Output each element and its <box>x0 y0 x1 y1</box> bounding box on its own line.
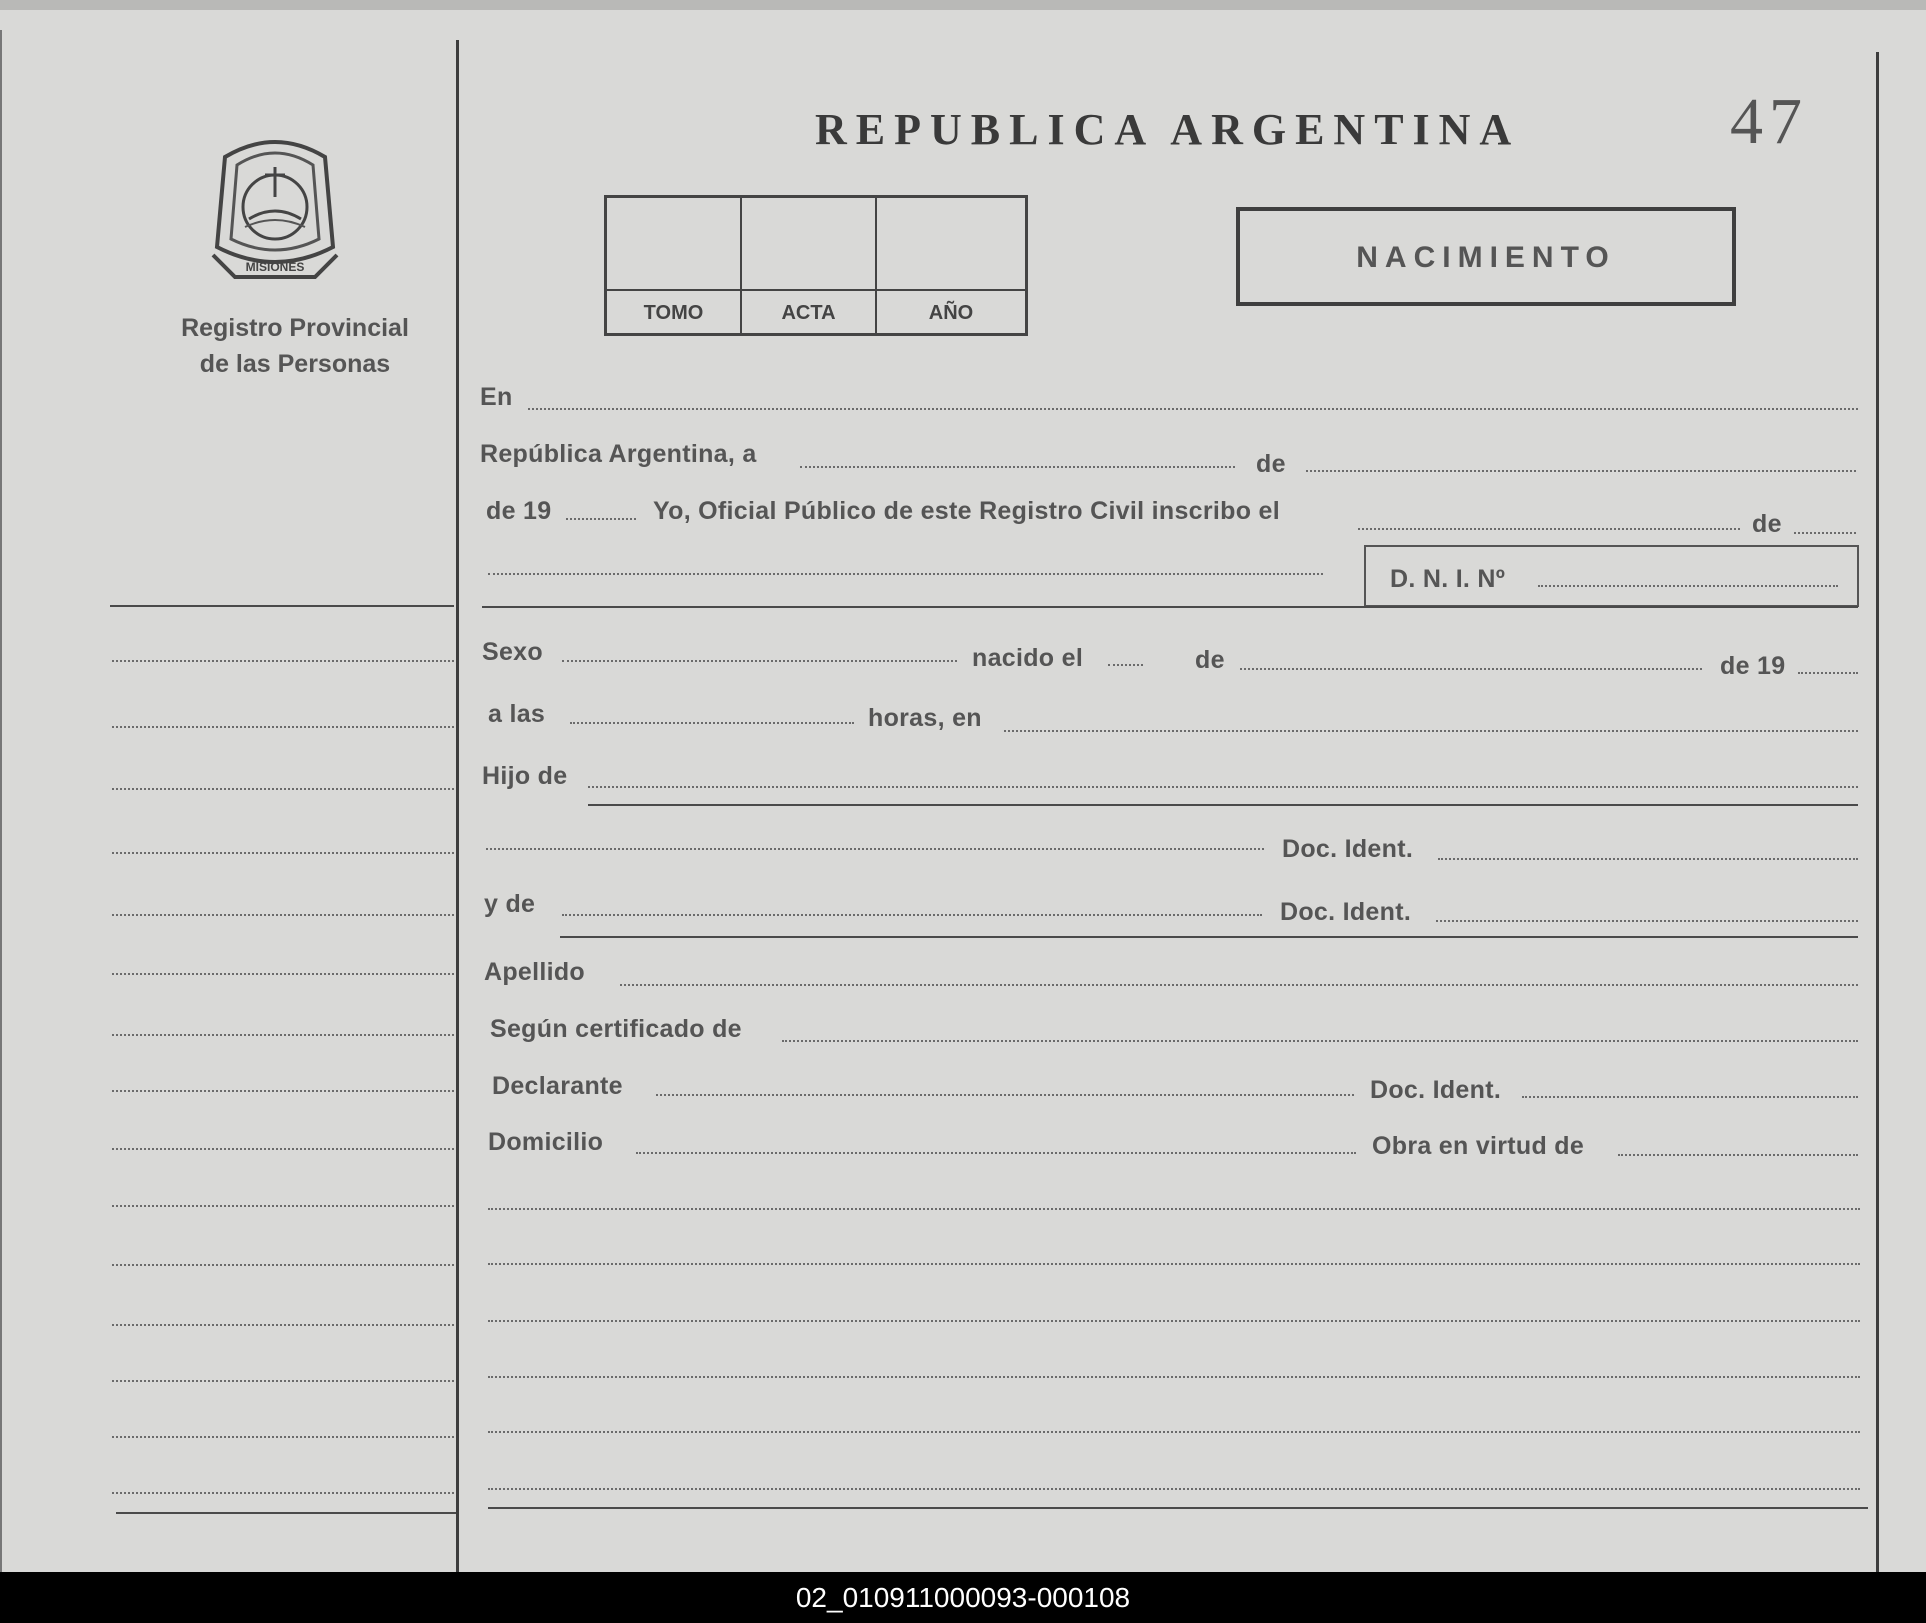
de-label-3: de <box>1195 646 1225 674</box>
hour-field[interactable] <box>570 722 854 724</box>
sexo-label: Sexo <box>482 638 543 666</box>
anio-cell[interactable] <box>877 198 1025 333</box>
country-title: REPUBLICA ARGENTINA <box>815 105 1521 154</box>
left-line-13[interactable] <box>112 1380 454 1382</box>
right-page-border <box>1876 52 1879 1572</box>
declarante-field[interactable] <box>656 1094 1354 1096</box>
de-19-label-2: de 19 <box>1720 652 1786 680</box>
section-rule-1 <box>482 606 1858 608</box>
left-line-3[interactable] <box>112 788 454 790</box>
notes-line-6[interactable] <box>488 1488 1860 1490</box>
de-label-2: de <box>1752 510 1782 538</box>
left-line-10[interactable] <box>112 1205 454 1207</box>
certificado-label: Según certificado de <box>490 1015 742 1043</box>
anio-label: AÑO <box>928 302 974 324</box>
birth-day-field[interactable] <box>1108 664 1143 666</box>
left-bottom-rule <box>116 1512 456 1514</box>
acta-cell[interactable] <box>742 198 877 333</box>
record-type-label: NACIMIENTO <box>1356 241 1616 274</box>
declarante-doc-field[interactable] <box>1522 1096 1858 1098</box>
oficial-label: Yo, Oficial Público de este Registro Civil inscribo el <box>653 497 1281 525</box>
inscribo-field[interactable] <box>1358 528 1740 530</box>
registry-name <box>150 310 440 382</box>
acta-label: ACTA <box>781 302 836 324</box>
left-line-14[interactable] <box>112 1436 454 1438</box>
obra-field[interactable] <box>1618 1154 1858 1156</box>
republica-label: República Argentina, a <box>480 440 757 468</box>
obra-label: Obra en virtud de <box>1372 1132 1585 1160</box>
mother-doc-field[interactable] <box>1436 920 1858 922</box>
father-doc-field[interactable] <box>1438 858 1858 860</box>
left-line-7[interactable] <box>112 1034 454 1036</box>
notes-line-4[interactable] <box>488 1376 1860 1378</box>
left-line-9[interactable] <box>112 1148 454 1150</box>
apellido-field[interactable] <box>620 984 1858 986</box>
sexo-field[interactable] <box>562 660 957 662</box>
page-number: 47 <box>1730 85 1808 158</box>
left-top-rule <box>110 605 454 607</box>
certificado-field[interactable] <box>782 1040 1858 1042</box>
declarante-label: Declarante <box>492 1072 623 1100</box>
record-type-box <box>1236 207 1736 306</box>
domicilio-label: Domicilio <box>488 1128 604 1156</box>
apellido-label: Apellido <box>484 958 586 986</box>
father-rule <box>588 804 1858 806</box>
reference-grid <box>604 195 1028 336</box>
doc-ident-label-1: Doc. Ident. <box>1282 835 1414 863</box>
doc-ident-label-2: Doc. Ident. <box>1280 898 1412 926</box>
page-top-shadow <box>0 0 1926 10</box>
domicilio-field[interactable] <box>636 1152 1356 1154</box>
provincial-seal-icon <box>205 127 345 285</box>
a-las-label: a las <box>488 700 546 728</box>
month-field[interactable] <box>1306 470 1856 472</box>
left-line-2[interactable] <box>112 726 454 728</box>
year-field[interactable] <box>566 518 636 520</box>
dni-box <box>1364 545 1859 607</box>
de-label-1: de <box>1256 450 1286 478</box>
image-id-bar <box>0 1572 1926 1623</box>
de-19-label: de 19 <box>486 497 552 525</box>
svg-text:MISIONES: MISIONES <box>245 260 305 274</box>
y-de-label: y de <box>484 890 536 918</box>
hijo-de-label: Hijo de <box>482 762 568 790</box>
bottom-rule <box>488 1507 1868 1509</box>
left-line-5[interactable] <box>112 914 454 916</box>
nacido-label: nacido el <box>972 644 1084 672</box>
father-field[interactable] <box>588 786 1858 788</box>
notes-line-1[interactable] <box>488 1208 1860 1210</box>
left-line-15[interactable] <box>112 1492 454 1494</box>
de-field-2[interactable] <box>1794 532 1856 534</box>
left-line-4[interactable] <box>112 852 454 854</box>
doc-ident-label-3: Doc. Ident. <box>1370 1076 1502 1104</box>
en-field[interactable] <box>528 408 1858 410</box>
left-column-divider <box>456 40 459 1572</box>
father-line-2[interactable] <box>486 848 1264 850</box>
dni-field[interactable] <box>1538 585 1838 587</box>
left-line-12[interactable] <box>112 1324 454 1326</box>
mother-rule <box>560 936 1858 938</box>
image-id-label: 02_010911000093-000108 <box>795 1582 1131 1613</box>
dni-label: D. N. I. Nº <box>1390 565 1506 593</box>
birth-year-field[interactable] <box>1798 672 1858 674</box>
registry-line-1: Registro Provincial <box>181 314 409 342</box>
horas-label: horas, en <box>868 704 982 732</box>
notes-line-2[interactable] <box>488 1263 1860 1265</box>
name-line[interactable] <box>488 573 1323 575</box>
left-line-8[interactable] <box>112 1090 454 1092</box>
left-line-11[interactable] <box>112 1264 454 1266</box>
tomo-label: TOMO <box>643 302 704 324</box>
left-line-6[interactable] <box>112 973 454 975</box>
left-page-edge <box>0 30 2 1572</box>
tomo-cell[interactable] <box>607 198 742 333</box>
day-field[interactable] <box>800 466 1235 468</box>
registry-line-2: de las Personas <box>199 350 391 378</box>
left-line-1[interactable] <box>112 660 454 662</box>
mother-field[interactable] <box>562 914 1262 916</box>
notes-line-5[interactable] <box>488 1431 1860 1433</box>
en-label: En <box>480 383 513 411</box>
birth-month-field[interactable] <box>1240 668 1702 670</box>
notes-line-3[interactable] <box>488 1320 1860 1322</box>
birth-place-field[interactable] <box>1004 730 1858 732</box>
